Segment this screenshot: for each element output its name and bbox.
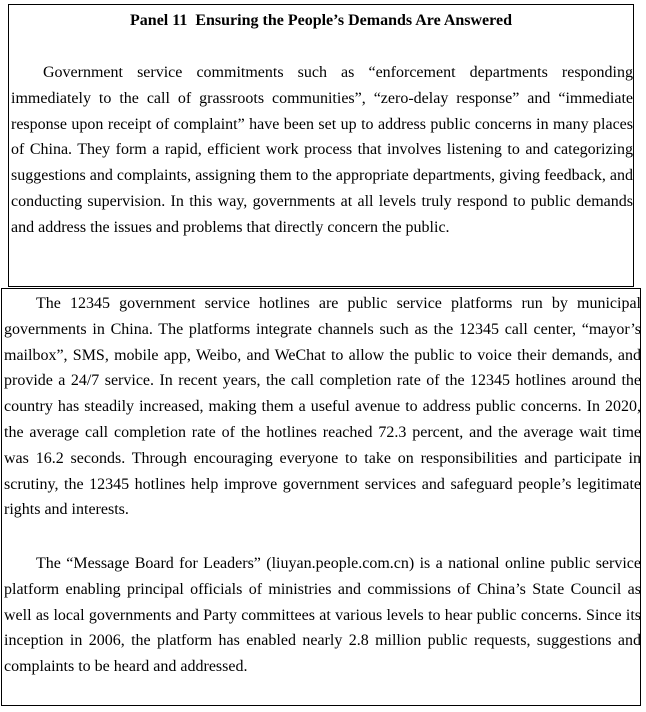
hotlines-paragraph: The 12345 government service hotlines are public service platforms run by municipal governments in China. The platforms integrate channels such as the 12345 call center, “mayor’s mailbox”, SMS, mobile app, Weibo, and WeChat to allow the public to voice their demands, and provide a 24/7 service. In recent years, the call completion rate of the 12345 hotlines around the country has steadily increased, making them a useful avenue to address public concerns. In 2020, the average call completion rate of the hotlines reached 72.3 percent, and the average wait time was 16.2 seconds. Through encouraging everyone to take on responsibilities and participate in scrutiny, the 12345 hotlines help improve government services and safeguard people’s legitimate rights and interests. bbox=[4, 295, 641, 519]
hotlines-box bbox=[1, 288, 641, 706]
panel-intro-paragraph: Government service commitments such as “enforcement departments responding immediately to the call of grassroots communities”, “zero-delay response” and “immediate response upon receipt of complaint” have been set up to address public concerns in many places of China. They form a rapid, efficient work process that involves listening to and categorizing suggestions and complaints, assigning them to the appropriate departments, giving feedback, and conducting supervision. In this way, governments at all levels truly respond to public demands and address the issues and problems that directly concern the public. bbox=[11, 64, 633, 236]
panel-box bbox=[8, 4, 634, 287]
message-board-paragraph: The “Message Board for Leaders” (liuyan.people.com.cn) is a national online public service platform enabling principal officials of ministries and commissions of China’s State Council as well as local governments and Party committees at various levels to hear public concerns. Since its inception in 2006, the platform has enabled nearly 2.8 million public requests, suggestions and complaints to be heard and addressed. bbox=[4, 555, 641, 676]
panel-title: Panel 11 Ensuring the People’s Demands Are Answered bbox=[130, 12, 512, 29]
